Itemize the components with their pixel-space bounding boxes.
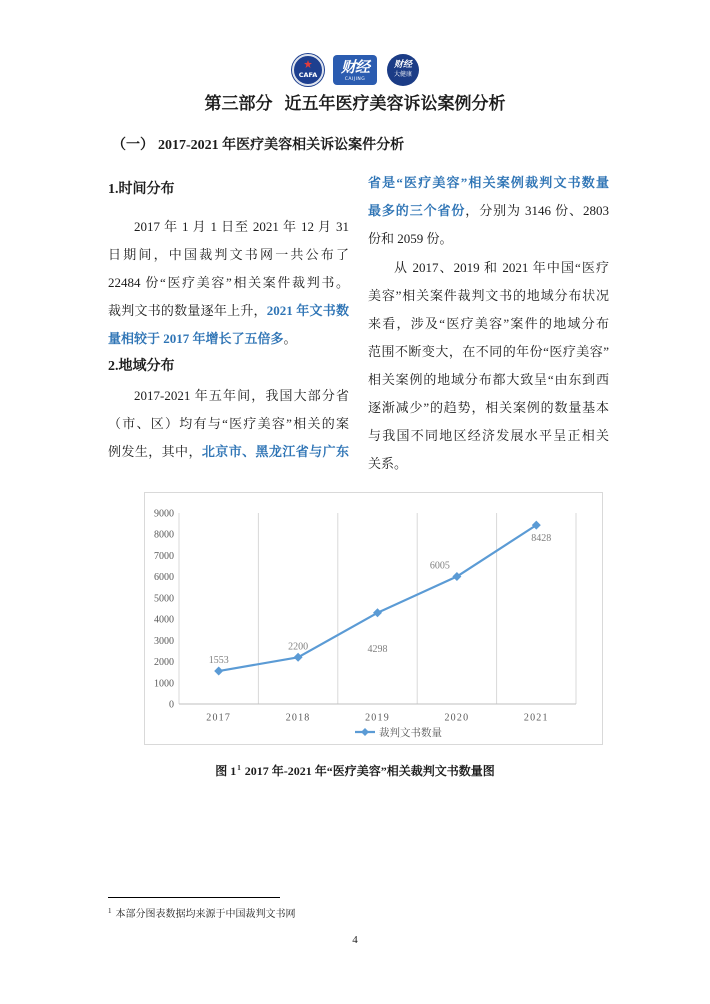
text-line (368, 225, 609, 253)
legend-label: 裁判文书数量 (379, 728, 442, 739)
text-line (368, 394, 609, 422)
footnote-text: 本部分图表数据均来源于中国裁判文书网 (115, 909, 296, 920)
x-tick-label: 2019 (365, 712, 390, 724)
text-line (368, 422, 609, 450)
text-segment: 裁判文书的数量逐年上升， (108, 303, 267, 318)
region-distribution-paragraph (108, 382, 349, 466)
figure-label: 图 1 (215, 764, 237, 778)
text-line (368, 366, 609, 394)
caijing-logo (333, 55, 377, 85)
health-logo-subtext: 大健康 (393, 71, 412, 78)
cafa-logo-text: CAFA (298, 71, 318, 79)
x-tick-label: 2018 (285, 712, 311, 724)
footnote-reference: 1 (237, 764, 241, 772)
data-label: 8428 (531, 533, 552, 545)
text-line (368, 310, 609, 338)
text-line (108, 297, 349, 325)
caijing-logo-text: 财经 (340, 58, 369, 76)
text-segment: 美容”相关案件裁判文书的地域分布状况 (368, 288, 609, 303)
title-main: 近五年医疗美容诉讼案例分析 (284, 94, 506, 113)
text-line (108, 410, 349, 438)
line-chart-svg (144, 492, 603, 745)
caijing-health-logo (387, 54, 419, 86)
page-number: 4 (352, 934, 358, 946)
cafa-logo (292, 54, 324, 86)
chart-frame (145, 493, 603, 745)
title-part: 第三部分 (204, 94, 273, 113)
text-line (368, 282, 609, 310)
region-distribution-paragraph-continued (368, 169, 609, 253)
text-line (368, 450, 609, 478)
y-tick-label: 8000 (154, 529, 174, 541)
region-trend-paragraph (368, 254, 609, 478)
time-distribution-paragraph (108, 213, 349, 353)
star-icon (304, 60, 312, 68)
section-subtitle (112, 136, 404, 156)
data-label: 1553 (208, 655, 229, 667)
data-label: 4298 (367, 643, 388, 655)
footnote-mark: 1 (108, 907, 112, 915)
subtitle-label: （一） (112, 138, 154, 153)
text-segment: 2017-2021 年五年间，我国大部分省 (134, 388, 349, 403)
text-line (108, 241, 349, 269)
data-label: 6005 (429, 560, 450, 572)
text-segment: 逐渐减少”的趋势，相关案例的数量基本 (368, 400, 609, 415)
page-title (0, 92, 710, 116)
health-logo-text: 财经 (393, 60, 412, 70)
y-tick-label: 3000 (154, 635, 174, 647)
text-line (368, 197, 609, 225)
text-line (368, 338, 609, 366)
y-tick-label: 5000 (154, 593, 174, 605)
text-line (108, 325, 349, 353)
x-tick-label: 2020 (444, 712, 470, 724)
y-tick-label: 7000 (154, 550, 174, 562)
text-segment: 相关案例的地域分布都大致呈“由东到西 (368, 372, 609, 387)
text-line (108, 269, 349, 297)
heading-region-distribution: 2.地域分布 (108, 359, 175, 374)
caijing-logo-subtext: CAIJING (344, 77, 366, 82)
text-segment: ，分别为 3146 份、2803 (465, 203, 609, 218)
highlighted-text: 最多的三个省份 (368, 203, 466, 218)
y-tick-label: 6000 (154, 572, 174, 584)
highlighted-text: 省是“医疗美容”相关案例裁判文书数量 (368, 175, 609, 190)
text-segment: 22484 份“医疗美容”相关案件裁判书。 (108, 275, 349, 290)
y-tick-label: 1000 (154, 678, 174, 690)
text-segment: 来看，涉及“医疗美容”案件的地域分布 (368, 316, 609, 331)
text-segment: 例发生，其中， (108, 444, 202, 459)
text-segment: 2017 年 1 月 1 日至 2021 年 12 月 31 (134, 219, 349, 234)
footnote-divider (108, 897, 280, 898)
highlighted-text: 量相较于 2017 年增长了五倍多 (108, 331, 284, 346)
x-tick-label: 2021 (523, 712, 549, 724)
text-line (108, 213, 349, 241)
x-tick-label: 2017 (206, 712, 232, 724)
footnote (108, 904, 296, 918)
highlighted-text: 2021 年文书数 (266, 303, 349, 318)
y-tick-label: 2000 (154, 657, 174, 669)
highlighted-text: 北京市、黑龙江省与广东 (201, 444, 349, 459)
heading-time-distribution: 1.时间分布 (108, 182, 175, 197)
y-tick-label: 4000 (154, 614, 174, 626)
text-line (108, 382, 349, 410)
subtitle-text: 2017-2021 年医疗美容相关诉讼案件分析 (158, 138, 405, 153)
figure-caption (0, 760, 710, 776)
y-tick-label: 0 (169, 699, 174, 711)
text-segment: 。 (283, 331, 297, 346)
line-chart (144, 492, 603, 745)
text-segment: 从 2017、2019 和 2021 年中国“医疗 (394, 260, 609, 275)
figure-caption-text: 2017 年-2021 年“医疗美容”相关裁判文书数量图 (244, 764, 495, 778)
text-segment: 关系。 (368, 456, 408, 471)
text-segment: 与我国不同地区经济发展水平呈正相关 (368, 428, 609, 443)
text-segment: （市、区）均有与“医疗美容”相关的案 (108, 416, 349, 431)
text-line (368, 169, 609, 197)
text-segment: 日期间，中国裁判文书网一共公布了 (108, 247, 349, 262)
y-tick-label: 9000 (154, 508, 174, 520)
text-segment: 范围不断变大，在不同的年份“医疗美容” (368, 344, 609, 359)
text-line (368, 254, 609, 282)
data-label: 2200 (288, 641, 309, 653)
text-segment: 份和 2059 份。 (368, 231, 453, 246)
text-line (108, 438, 349, 466)
